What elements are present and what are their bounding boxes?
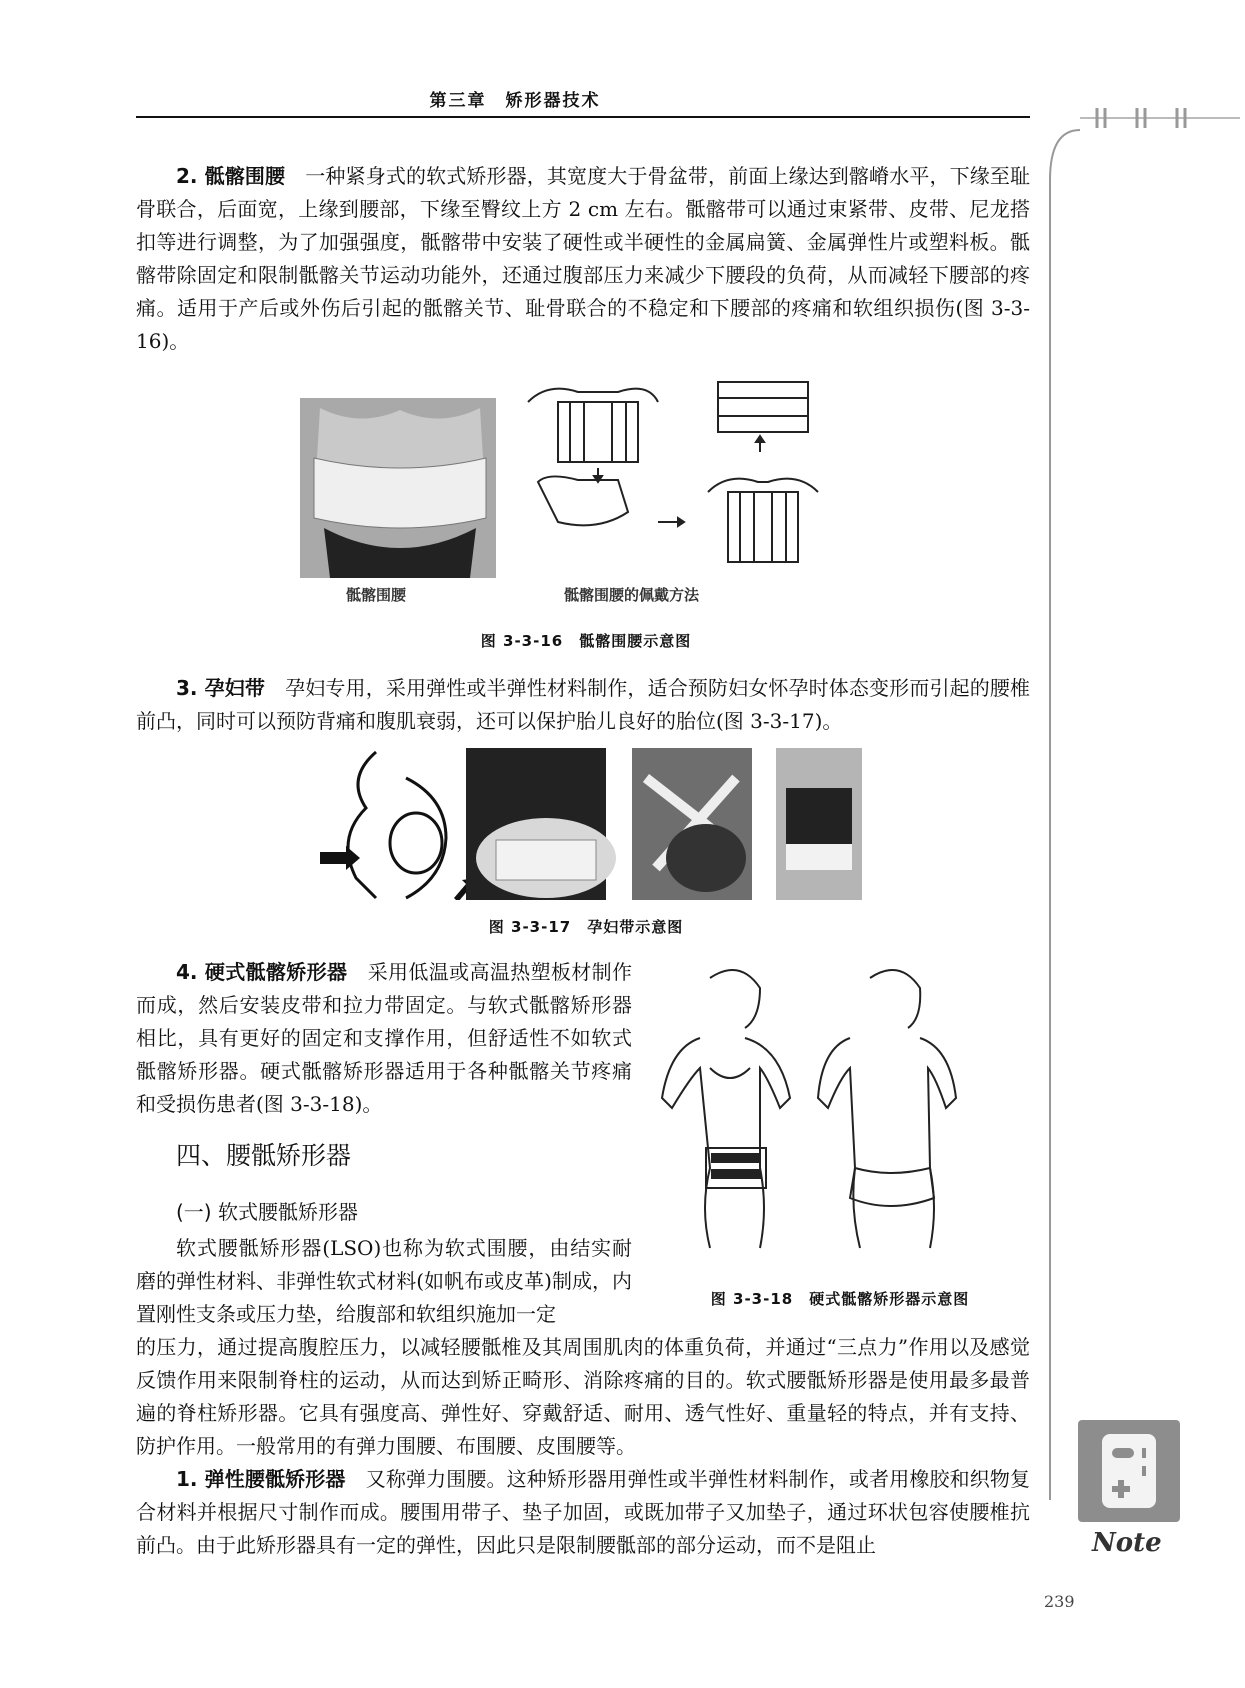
figure-label-left: 骶髂围腰 [346,586,407,604]
subsection-heading: (一) 软式腰骶矫形器 [176,1200,358,1224]
paragraph-maternity-belt [136,672,1030,738]
figure-label-right: 骶髂围腰的佩戴方法 [564,586,700,604]
note-icon [1078,1420,1180,1522]
figure-caption: 图 3-3-18 硬式骶髂矫形器示意图 [710,1290,970,1308]
header-rule [136,116,1030,118]
section-heading: 四、腰骶矫形器 [176,1141,352,1170]
sacroiliac-belt-photo [300,398,496,578]
paragraph-body: 又称弹力围腰。这种矫形器用弹性或半弹性材料制作，或者用橡胶和织物复合材料并根据尺寸制作而成。腰围用带子、垫子加固，或既加带子又加垫子，通过环状包容使腰椎抗前凸。由于此矫形器具有一定的弹性，因此只是限制腰骶部的部分运动，而不是阻止 [136,1467,1031,1557]
paragraph-body: 一种紧身式的软式矫形器，其宽度大于骨盆带，前面上缘达到髂嵴水平，下缘至耻骨联合，后面宽，上缘到腰部，下缘至臀纹上方 2 cm 左右。骶髂带可以通过束紧带、皮带、尼龙搭扣等进行调整，为了加强强度，骶髂带中安装了硬性或半硬性的金属扁簧、金属弹性片或塑料板。骶髂带除固定和限制骶髂关节运动功能外，还通过腹部压力来减少下腰段的负荷，从而减轻下腰部的疼痛。适用于产后或外伤后引起的骶髂关节、耻骨联合的不稳定和下腰部的疼痛和软组织损伤(图 3-3-16)。 [136,164,1030,353]
paragraph-soft-lso-continued: 的压力，通过提高腹腔压力，以减轻腰骶椎及其周围肌肉的体重负荷，并通过“三点力”作用以及感觉反馈作用来限制脊柱的运动，从而达到矫正畸形、消除疼痛的目的。软式腰骶矫形器是使用最多最普遍的脊柱矫形器。它具有强度高、弹性好、穿戴舒适、耐用、透气性好、重量轻的特点，并有支持、防护作用。一般常用的有弹力围腰、布围腰、皮围腰等。 [136,1335,1030,1458]
paragraph-soft-lso-intro: 软式腰骶矫形器(LSO)也称为软式围腰，由结实耐磨的弹性材料、非弹性软式材料(如帆布或皮革)制成，内置刚性支条或压力垫，给腹部和软组织施加一定 [136,1236,632,1326]
paragraph-title: 1. 弹性腰骶矫形器 [176,1467,346,1491]
paragraph-title: 4. 硬式骶髂矫形器 [176,960,348,984]
figure-3-3-16 [296,372,836,612]
page-number: 239 [1044,1592,1075,1611]
paragraph-sacroiliac-belt [136,160,1030,358]
paragraph-body: 采用低温或高温热塑板材制作而成，然后安装皮带和拉力带固定。与软式骶髂矫形器相比，具有更好的固定和支撑作用，但舒适性不如软式骶髂矫形器。硬式骶髂矫形器适用于各种骶髂关节疼痛和受损伤患者(图 3-3-18)。 [136,960,632,1116]
figure-3-3-17 [316,748,862,900]
paragraph-title: 3. 孕妇带 [176,676,266,700]
figure-caption: 图 3-3-16 骶髂围腰示意图 [480,632,692,650]
running-header: 第三章 矫形器技术 [429,91,601,111]
figure-caption: 图 3-3-17 孕妇带示意图 [488,918,684,936]
figure-3-3-18 [650,958,980,1258]
fitting-steps-drawing [508,372,836,582]
paragraph-elastic-lso [136,1463,1030,1562]
note-label: Note [1092,1528,1162,1558]
paragraph-rigid-sacroiliac-orthosis [136,956,632,1121]
margin-decoration [1040,100,1240,1620]
paragraph-body: 孕妇专用，采用弹性或半弹性材料制作，适合预防妇女怀孕时体态变形而引起的腰椎前凸，同时可以预防背痛和腹肌衰弱，还可以保护胎儿良好的胎位(图 3-3-17)。 [136,676,1030,733]
paragraph-title: 2. 骶髂围腰 [176,164,286,188]
